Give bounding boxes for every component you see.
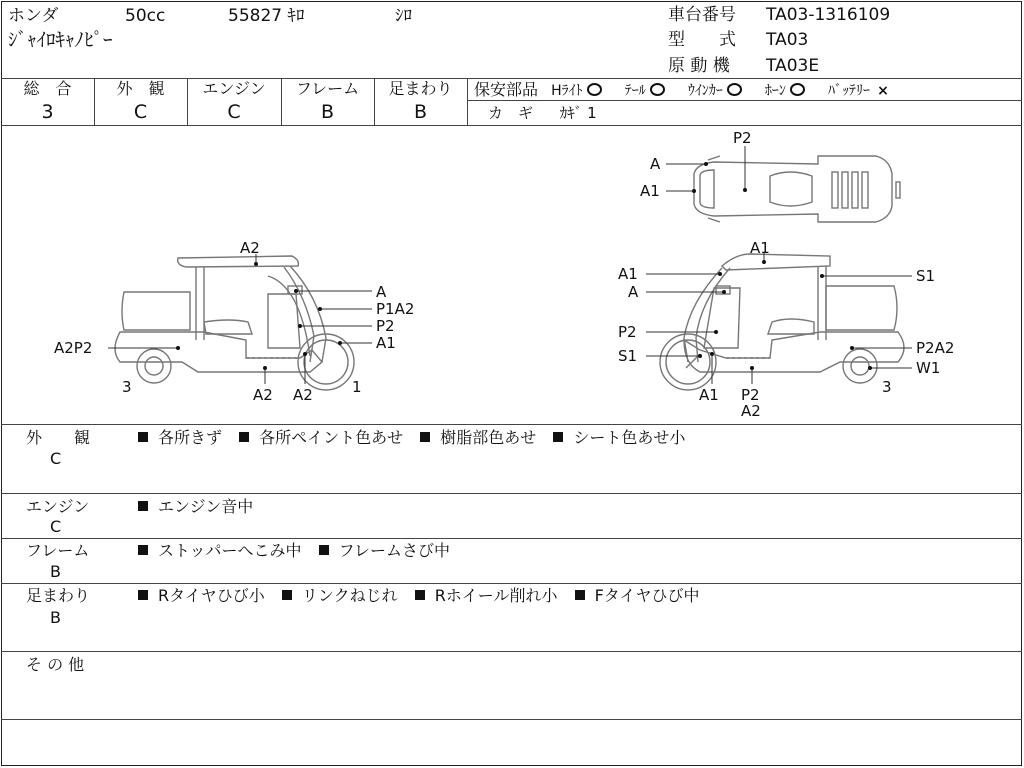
section-frame-label: フレーム <box>26 541 90 560</box>
section-frame-notes <box>138 541 462 561</box>
note-item: Rタイヤひび小 <box>158 586 265 605</box>
safety-winker: ｳｲﾝｶｰ <box>687 83 723 99</box>
label-a1: A1 <box>618 265 638 283</box>
bullet-icon <box>420 432 430 442</box>
label-1: 1 <box>352 378 362 396</box>
label-a2: A2 <box>741 402 761 420</box>
divider <box>467 78 468 125</box>
key-value: ｶｷﾞ 1 <box>559 104 597 122</box>
maker: ホンダ <box>8 6 59 26</box>
type-label: 型 式 <box>668 30 736 50</box>
grade-overall-value: 3 <box>41 101 54 123</box>
color: ｼﾛ <box>395 6 412 26</box>
bullet-icon <box>282 590 292 600</box>
label-p2: P2 <box>618 323 637 341</box>
safety-label: 保安部品 <box>474 80 539 99</box>
ok-circle-icon <box>790 83 805 96</box>
label-p2: P2 <box>741 386 760 404</box>
label-a1: A1 <box>750 239 770 257</box>
section-exterior-grade: C <box>50 449 62 468</box>
label-s1: S1 <box>916 267 936 285</box>
safety-parts <box>474 80 889 101</box>
section-exterior-label: 外 観 <box>26 428 91 447</box>
section-frame-grade: B <box>50 562 61 581</box>
label-p2: P2 <box>733 129 752 147</box>
key-row <box>488 103 597 123</box>
label-a1: A1 <box>699 386 719 404</box>
grade-suspension-value: B <box>413 101 428 123</box>
section-engine-grade: C <box>50 517 62 536</box>
label-a1: A1 <box>376 334 396 352</box>
bullet-icon <box>575 590 585 600</box>
grade-frame-label: フレーム <box>295 79 360 98</box>
engine-label: 原 動 機 <box>668 56 730 76</box>
scooter-right-view <box>618 239 954 420</box>
grade-suspension-label: 足まわり <box>388 79 453 98</box>
note-item: Rホイール削れ小 <box>434 586 558 605</box>
safety-battery: ﾊﾞｯﾃﾘｰ <box>828 83 871 99</box>
note-item: 各所きず <box>158 428 223 447</box>
bullet-icon <box>319 545 329 555</box>
cross-icon: × <box>877 83 889 99</box>
grade-engine-value: C <box>227 101 241 123</box>
ok-circle-icon <box>587 83 602 96</box>
section-engine-label: エンジン <box>26 497 90 516</box>
displacement: 50cc <box>125 6 166 26</box>
grade-exterior-label: 外 観 <box>116 79 165 98</box>
mileage: 55827 ｷﾛ <box>228 6 305 26</box>
bullet-icon <box>138 432 148 442</box>
label-w1: W1 <box>916 359 941 377</box>
label-p2a2: P2A2 <box>916 339 955 357</box>
safety-headlight: Hﾗｲﾄ <box>551 83 583 99</box>
label-3: 3 <box>122 378 132 396</box>
grade-exterior-value: C <box>133 101 148 123</box>
note-item: ストッパーへこみ中 <box>158 541 302 560</box>
note-item: 各所ペイント色あせ <box>259 428 404 447</box>
bullet-icon <box>553 432 563 442</box>
note-item: シート色あせ小 <box>573 428 686 447</box>
safety-horn: ﾎｰﾝ <box>764 83 786 99</box>
label-a: A <box>650 155 661 173</box>
section-engine-notes <box>138 497 265 517</box>
label-a: A <box>376 283 387 301</box>
bullet-icon <box>239 432 249 442</box>
label-a2: A2 <box>240 239 260 257</box>
note-item: フレームさび中 <box>338 541 450 560</box>
section-suspension-grade: B <box>50 608 61 627</box>
label-a2p2: A2P2 <box>54 339 93 357</box>
label-p1a2: P1A2 <box>376 300 415 318</box>
engine-value: TA03E <box>766 56 820 76</box>
chassis-value: TA03-1316109 <box>766 5 891 25</box>
grade-engine-label: エンジン <box>202 79 266 98</box>
label-3: 3 <box>882 378 892 396</box>
divider <box>1 583 1022 584</box>
note-item: Fタイヤひび中 <box>594 586 700 605</box>
type-value: TA03 <box>766 30 809 50</box>
section-other-label: そ の 他 <box>26 655 85 674</box>
note-item: 樹脂部色あせ <box>440 428 537 447</box>
divider <box>1 493 1022 494</box>
label-s1: S1 <box>618 347 638 365</box>
note-item: リンクねじれ <box>301 586 398 605</box>
label-a1: A1 <box>640 182 660 200</box>
key-label: カ ギ <box>488 104 534 122</box>
scooter-top-view <box>640 129 900 222</box>
section-suspension-label: 足まわり <box>26 586 91 605</box>
label-a2: A2 <box>293 386 313 404</box>
label-p2: P2 <box>376 317 395 335</box>
safety-tail: ﾃｰﾙ <box>624 83 646 99</box>
grade-frame-value: B <box>320 101 335 123</box>
bullet-icon <box>138 501 148 511</box>
label-a2: A2 <box>253 386 273 404</box>
model-name: ｼﾞｬｲﾛｷｬﾉﾋﾟｰ <box>8 29 113 51</box>
bullet-icon <box>138 545 148 555</box>
damage-diagram <box>0 126 1022 424</box>
scooter-left-view <box>54 239 414 404</box>
ok-circle-icon <box>650 83 665 96</box>
section-exterior-notes <box>138 428 697 448</box>
chassis-label: 車台番号 <box>668 5 736 25</box>
bullet-icon <box>138 590 148 600</box>
divider <box>1 719 1022 720</box>
divider <box>1 424 1022 425</box>
divider <box>1 538 1022 539</box>
bullet-icon <box>415 590 425 600</box>
label-a: A <box>628 283 639 301</box>
note-item: エンジン音中 <box>158 497 254 516</box>
ok-circle-icon <box>727 83 742 96</box>
divider <box>1 651 1022 652</box>
grade-overall-label: 総 合 <box>23 79 72 98</box>
section-suspension-notes <box>138 586 711 606</box>
